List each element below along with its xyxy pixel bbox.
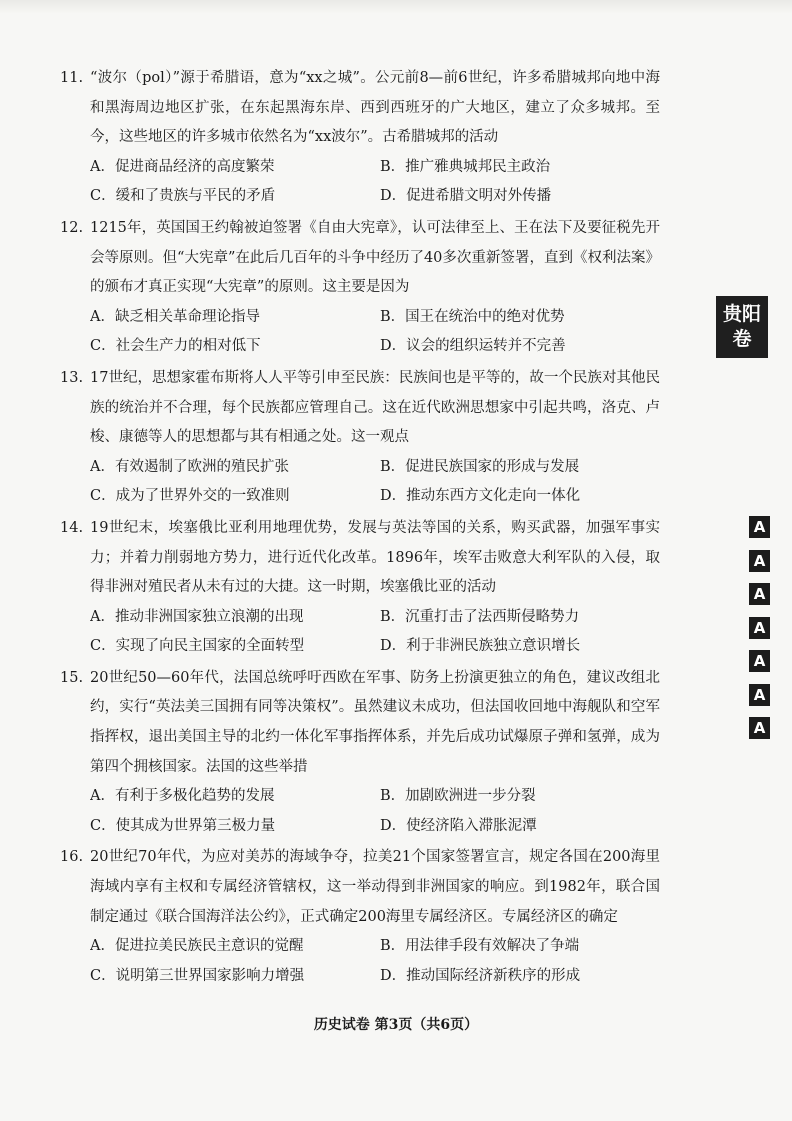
question-number: 12. [60,219,84,236]
option-d: D．利于非洲民族独立意识增长 [380,638,581,655]
option-b: B．用法律手段有效解决了争端 [380,938,580,955]
option-b: B．加剧欧洲进一步分裂 [380,788,536,805]
question-number: 14. [60,519,84,536]
option-c: C．使其成为世界第三极力量 [90,817,276,834]
option-d: D．推动国际经济新秩序的形成 [380,967,581,984]
option-d: D．促进希腊文明对外传播 [380,188,552,205]
region-tab [716,296,768,358]
question-number: 11. [60,70,84,86]
option-a: A．促进拉美民族民主意识的觉醒 [90,938,304,955]
region-tab-line2: 卷 [732,328,752,350]
question-stem: 20世纪70年代，为应对美苏的海域争夺，拉美21个国家签署宣言，规定各国在200海里海域内享有主权和专属经济管辖权，这一举动得到非洲国家的响应。到1982年，联合国制定通过《联合国海洋法公约》，正式确定200海里专属经济区。专属经济区的确定 [90,849,660,925]
scan-top-edge [0,0,792,14]
question-number: 13. [60,369,84,386]
option-c: C．实现了向民主国家的全面转型 [90,638,305,655]
edge-marks [749,516,771,751]
question-15 [60,664,660,842]
question-stem: 19世纪末，埃塞俄比亚利用地理优势，发展与英法等国的关系，购买武器，加强军事实力；并着力削弱地方势力，进行近代化改革。1896年，埃军击败意大利军队的入侵，取得非洲对殖民者从未有过的大捷。这一时期，埃塞俄比亚的活动 [90,519,660,596]
option-a: A．推动非洲国家独立浪潮的出现 [90,608,304,625]
page-footer: 历史试卷 第3页（共6页） [313,1017,479,1033]
question-11 [60,64,660,212]
question-stem: 17世纪，思想家霍布斯将人人平等引申至民族：民族间也是平等的，故一个民族对其他民族的统治并不合理，每个民族都应管理自己。这在近代欧洲思想家中引起共鸣，洛克、卢梭、康德等人的思想都与其有相通之处。这一观点 [90,369,660,446]
option-d: D．使经济陷入滞胀泥潭 [380,817,537,834]
option-d: D．推动东西方文化走向一体化 [380,488,581,505]
question-number: 16. [60,849,84,866]
question-stem: “波尔（pol）”源于希腊语，意为“xx之城”。公元前8—前6世纪，许多希腊城邦向地中海和黑海周边地区扩张，在东起黑海东岸、西到西班牙的广大地区，建立了众多城邦。至今，这些地区的许多城市依然名为“xx波尔”。古希腊城邦的活动 [90,70,660,146]
question-13 [60,364,660,512]
question-16 [60,843,660,991]
question-list [60,64,660,993]
edge-mark: A [749,717,770,739]
option-a: A．缺乏相关革命理论指导 [90,308,260,325]
question-14 [60,514,660,662]
edge-mark: A [749,617,770,639]
option-b: B．国王在统治中的绝对优势 [380,308,565,325]
option-a: A．促进商品经济的高度繁荣 [90,158,275,175]
option-c: C．社会生产力的相对低下 [90,338,261,355]
edge-mark: A [749,550,770,572]
option-a: A．有利于多极化趋势的发展 [90,788,275,805]
option-c: C．说明第三世界国家影响力增强 [90,967,305,984]
option-b: B．推广雅典城邦民主政治 [380,158,551,175]
option-a: A．有效遏制了欧洲的殖民扩张 [90,458,289,475]
option-d: D．议会的组织运转并不完善 [380,338,566,355]
question-stem: 20世纪50—60年代，法国总统呼吁西欧在军事、防务上扮演更独立的角色，建议改组北约，实行“英法美三国拥有同等决策权”。虽然建议未成功，但法国收回地中海舰队和空军指挥权，退出美国主导的北约一体化军事指挥体系，并先后成功试爆原子弹和氢弹，成为第四个拥核国家。法国的这些举措 [90,669,660,775]
question-stem: 1215年，英国国王约翰被迫签署《自由大宪章》，认可法律至上、王在法下及要征税先开会等原则。但“大宪章”在此后几百年的斗争中经历了40多次重新签署，直到《权利法案》的颁布才真正实现“大宪章”的原则。这主要是因为 [90,219,660,296]
edge-mark: A [749,583,770,605]
question-number: 15. [60,669,84,686]
option-c: C．成为了世界外交的一致准则 [90,488,290,505]
edge-mark: A [749,516,770,538]
option-c: C．缓和了贵族与平民的矛盾 [90,188,276,205]
question-12 [60,214,660,362]
option-b: B．促进民族国家的形成与发展 [380,458,580,475]
edge-mark: A [749,684,770,706]
option-b: B．沉重打击了法西斯侵略势力 [380,608,580,625]
region-tab-line1: 贵阳 [722,303,761,325]
edge-mark: A [749,650,770,672]
